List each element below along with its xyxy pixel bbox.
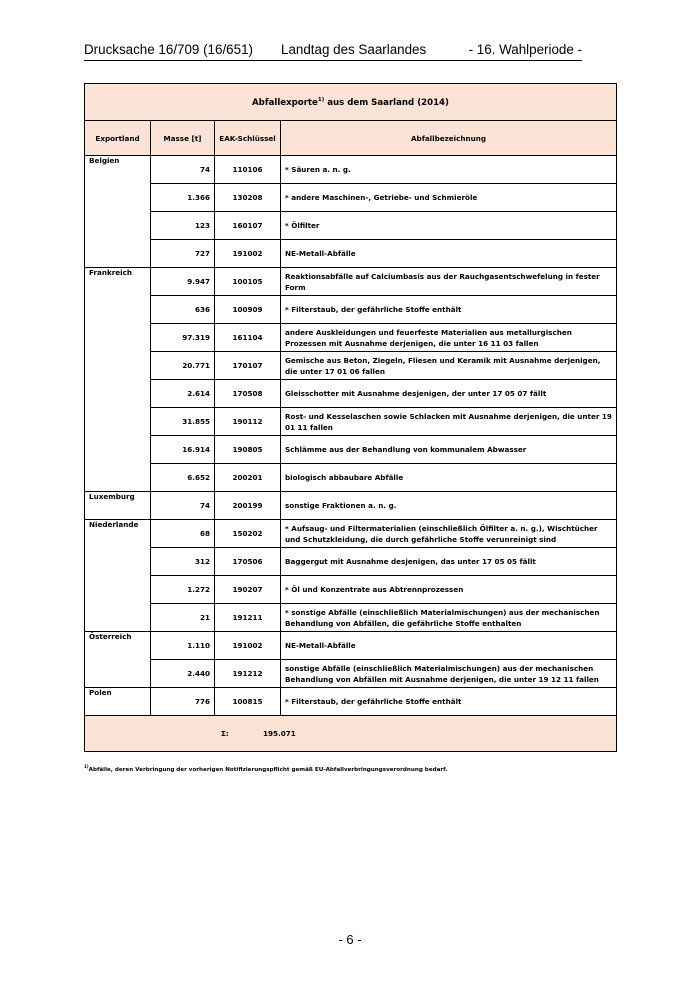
cell-description: Reaktionsabfälle auf Calciumbasis aus der Rauchgasentschwefelung in fester Form	[281, 268, 617, 296]
cell-description: sonstige Abfälle (einschließlich Materialmischungen) aus der mechanischen Behandlung von Abfällen mit Ausnahme derjenigen, die unter 19 12 11 fallen	[281, 660, 617, 688]
table-row	[85, 380, 617, 408]
footnote-marker: 1)	[84, 764, 89, 769]
cell-mass: 9.947	[151, 268, 215, 296]
table-row	[85, 352, 617, 380]
cell-code: 130208	[215, 184, 281, 212]
cell-mass: 312	[151, 548, 215, 576]
page-number: - 6 -	[338, 932, 362, 947]
parliament-name: Landtag des Saarlandes	[281, 42, 427, 57]
cell-mass: 123	[151, 212, 215, 240]
table-row	[85, 604, 617, 632]
table-row	[85, 660, 617, 688]
cell-code: 100909	[215, 296, 281, 324]
cell-mass: 16.914	[151, 436, 215, 464]
cell-mass: 1.110	[151, 632, 215, 660]
cell-country: Österreich	[85, 632, 151, 688]
table-row	[85, 464, 617, 492]
cell-code: 200199	[215, 492, 281, 520]
column-header-country: Exportland	[85, 121, 151, 156]
legislative-period: - 16. Wahlperiode -	[468, 42, 582, 57]
table-row	[85, 632, 617, 660]
table-row	[85, 548, 617, 576]
cell-mass: 31.855	[151, 408, 215, 436]
table-row	[85, 324, 617, 352]
table-row	[85, 240, 617, 268]
total-cell	[85, 716, 617, 752]
cell-code: 191002	[215, 632, 281, 660]
cell-mass: 1.366	[151, 184, 215, 212]
cell-mass: 636	[151, 296, 215, 324]
cell-code: 191002	[215, 240, 281, 268]
cell-description: NE-Metall-Abfälle	[281, 632, 617, 660]
cell-code: 190207	[215, 576, 281, 604]
cell-mass: 21	[151, 604, 215, 632]
cell-description: Schlämme aus der Behandlung von kommunalem Abwasser	[281, 436, 617, 464]
cell-description: sonstige Fraktionen a. n. g.	[281, 492, 617, 520]
cell-description: * Aufsaug- und Filtermaterialien (einschließlich Ölfilter a. n. g.), Wischtücher und Schutzkleidung, die durch gefährliche Stoffe verunreinigt sind	[281, 520, 617, 548]
total-row	[85, 716, 617, 752]
cell-code: 190805	[215, 436, 281, 464]
cell-description: Rost- und Kesselaschen sowie Schlacken mit Ausnahme derjenigen, die unter 19 01 11 fallen	[281, 408, 617, 436]
cell-code: 191212	[215, 660, 281, 688]
cell-description: * Filterstaub, der gefährliche Stoffe enthält	[281, 296, 617, 324]
cell-description: Baggergut mit Ausnahme desjenigen, das unter 17 05 05 fällt	[281, 548, 617, 576]
cell-code: 191211	[215, 604, 281, 632]
table-title: Abfallexporte$^{1)}$ aus dem Saarland (2014)	[85, 84, 617, 121]
cell-description: biologisch abbaubare Abfälle	[281, 464, 617, 492]
cell-description: * Ölfilter	[281, 212, 617, 240]
footnote	[84, 764, 447, 773]
cell-description: NE-Metall-Abfälle	[281, 240, 617, 268]
cell-description: * sonstige Abfälle (einschließlich Materialmischungen) aus der mechanischen Behandlung von Abfällen, die gefährliche Stoffe enthalten	[281, 604, 617, 632]
table-row	[85, 184, 617, 212]
table-row	[85, 436, 617, 464]
total-mass: 195.071	[263, 729, 296, 738]
cell-mass: 20.771	[151, 352, 215, 380]
cell-code: 160107	[215, 212, 281, 240]
table-header-row	[85, 121, 617, 156]
table-row	[85, 156, 617, 184]
cell-mass: 74	[151, 492, 215, 520]
cell-country: Polen	[85, 688, 151, 716]
cell-code: 110106	[215, 156, 281, 184]
table-row	[85, 520, 617, 548]
cell-description: Gemische aus Beton, Ziegeln, Fliesen und Keramik mit Ausnahme derjenigen, die unter 17 01 06 fallen	[281, 352, 617, 380]
table-title-row	[85, 84, 617, 121]
cell-country: Frankreich	[85, 268, 151, 492]
column-header-mass: Masse [t]	[151, 121, 215, 156]
cell-code: 200201	[215, 464, 281, 492]
waste-export-table	[84, 83, 617, 752]
column-header-code: EAK-Schlüssel	[215, 121, 281, 156]
cell-description: andere Auskleidungen und feuerfeste Materialien aus metallurgischen Prozessen mit Ausnahme derjenigen, die unter 16 11 03 fallen	[281, 324, 617, 352]
cell-mass: 2.440	[151, 660, 215, 688]
table-row	[85, 576, 617, 604]
cell-code: 161104	[215, 324, 281, 352]
cell-description: Gleisschotter mit Ausnahme desjenigen, der unter 17 05 07 fällt	[281, 380, 617, 408]
cell-country: Niederlande	[85, 520, 151, 632]
cell-code: 170508	[215, 380, 281, 408]
table-row	[85, 212, 617, 240]
cell-country: Belgien	[85, 156, 151, 268]
cell-code: 170506	[215, 548, 281, 576]
cell-code: 100815	[215, 688, 281, 716]
footnote-marker: 1)	[317, 96, 325, 103]
cell-code: 150202	[215, 520, 281, 548]
total-label: Σ:	[221, 729, 229, 738]
table-row	[85, 296, 617, 324]
cell-country: Luxemburg	[85, 492, 151, 520]
cell-description: * Säuren a. n. g.	[281, 156, 617, 184]
cell-mass: 74	[151, 156, 215, 184]
footnote-text: Abfälle, deren Verbringung der vorherigen Notifizierungspflicht gemäß EU-Abfallverbringungsverordnung bedarf.	[88, 766, 448, 773]
page-header	[84, 40, 582, 61]
cell-description: * Filterstaub, der gefährliche Stoffe enthält	[281, 688, 617, 716]
cell-mass: 1.272	[151, 576, 215, 604]
table-row	[85, 688, 617, 716]
cell-mass: 776	[151, 688, 215, 716]
cell-mass: 97.319	[151, 324, 215, 352]
table-row	[85, 408, 617, 436]
cell-mass: 6.652	[151, 464, 215, 492]
cell-description: * Öl und Konzentrate aus Abtrennprozessen	[281, 576, 617, 604]
cell-code: 190112	[215, 408, 281, 436]
column-header-description: Abfallbezeichnung	[281, 121, 617, 156]
cell-mass: 2.614	[151, 380, 215, 408]
document-number: Drucksache 16/709 (16/651)	[84, 42, 253, 57]
table-row	[85, 268, 617, 296]
cell-mass: 68	[151, 520, 215, 548]
cell-code: 170107	[215, 352, 281, 380]
table-row	[85, 492, 617, 520]
cell-description: * andere Maschinen-, Getriebe- und Schmieröle	[281, 184, 617, 212]
cell-mass: 727	[151, 240, 215, 268]
cell-code: 100105	[215, 268, 281, 296]
